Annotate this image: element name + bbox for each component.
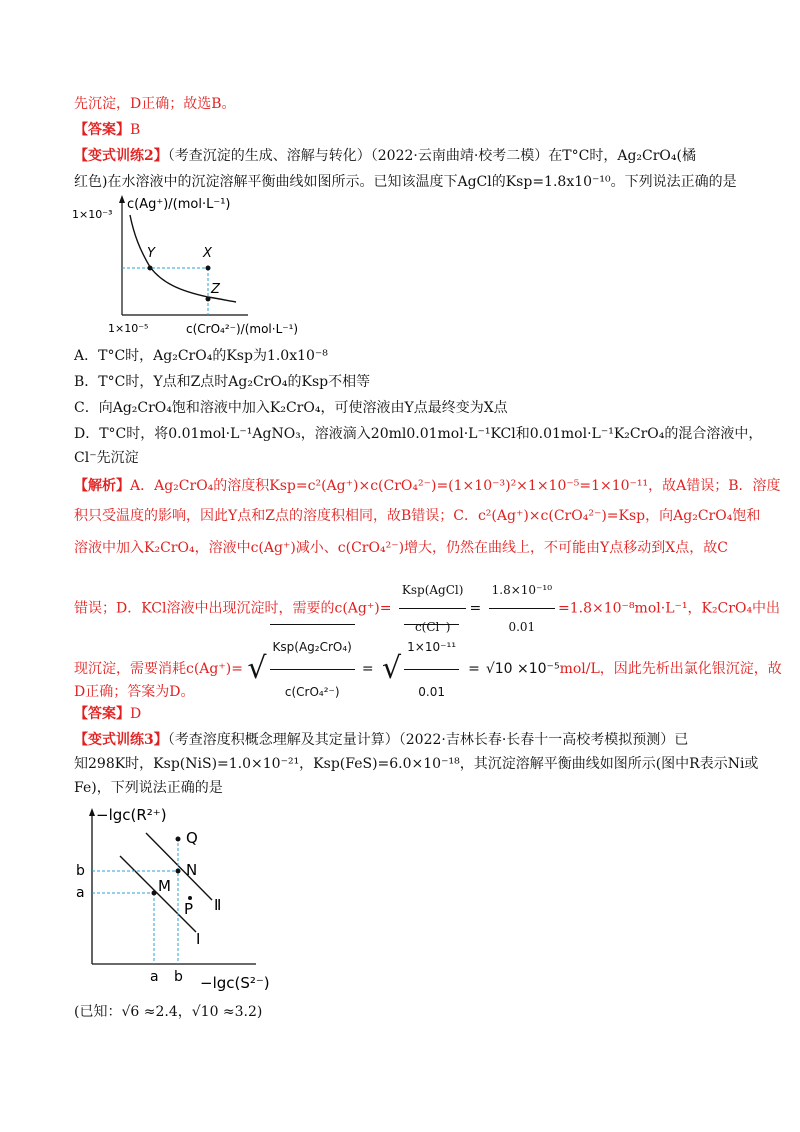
answer-value: D [130,706,142,722]
solubility-curve [130,215,236,302]
q2-text1: （考查沉淀的生成、溶解与转化）（2022·云南曲靖·校考二模）在T°C时，Ag₂CrO₄(橘 [167,148,696,164]
q3-text1: （考查溶度积概念理解及其定量计算）（2022·吉林长春·长春十一高校考模拟预测）已 [167,732,689,748]
q2-line2: 红色)在水溶液中的沉淀溶解平衡曲线如图所示。已知该温度下AgCl的Ksp=1.8x10⁻¹⁰。下列说法正确的是 [74,174,737,190]
q3-line3: Fe)，下列说法正确的是 [74,780,223,796]
answer-tag: 【答案】 [74,122,130,138]
point-y [148,266,153,271]
point-m [152,891,157,896]
analysis-text5: 现沉淀，需要消耗c(Ag⁺)= [74,661,243,677]
q3-line1 [74,730,688,750]
fraction-num: Ksp(AgCl) [399,572,467,609]
q3-tag: 【变式训练3】 [74,732,168,748]
fraction-den: 0.01 [418,685,445,699]
answer-tag: 【答案】 [74,706,130,722]
option-c: C．向Ag₂CrO₄饱和溶液中加入K₂CrO₄，可使溶液由Y点最终变为X点 [74,400,508,416]
fraction-den: c(Cl⁻) [414,620,451,634]
y-axis-label: c(Ag⁺)/(mol·L⁻¹) [127,197,231,212]
line-ii [146,833,212,900]
equals-sign: = [469,600,482,617]
point-n [176,869,181,874]
label-p: P [184,900,194,918]
fraction-num: 1.8×10⁻¹⁰ [489,572,555,609]
equals-sign: = [361,661,374,677]
y-tick: 1×10⁻³ [72,208,113,221]
analysis-line6: D正确；答案为D。 [74,684,195,700]
fraction-num: Ksp(Ag₂CrO₄) [270,625,355,670]
y-arrow [89,808,95,816]
sqrt-values [382,624,462,714]
option-a: A．T°C时，Ag₂CrO₄的Ksp为1.0x10⁻⁸ [74,348,328,364]
point-x [206,266,211,271]
x-tick: 1×10⁻⁵ [108,322,149,335]
q2-line1 [74,146,696,166]
fraction-num: 1×10⁻¹¹ [404,625,459,670]
option-d-line2: Cl⁻先沉淀 [74,450,139,466]
label-y: Y [147,246,155,261]
point-z [206,297,211,302]
analysis-line1 [74,476,781,496]
analysis-text4: 错误；D．KCl溶液中出现沉淀时，需要的c(Ag⁺)= [74,600,392,617]
analysis-tag: 【解析】 [74,478,130,494]
y-tick-b: b [76,863,85,879]
fraction-den: c(CrO₄²⁻) [284,685,340,699]
y-axis-label: −lgc(R²⁺) [96,806,167,824]
analysis-line3: 溶液中加入K₂CrO₄，溶液中c(Ag⁺)减小、c(CrO₄²⁻)增大，仍然在曲线上，不可能由Y点移动到X点，故C [74,540,728,556]
x-tick-b: b [174,969,183,985]
answer-value: B [130,122,141,138]
q3-line2: 知298K时，Ksp(NiS)=1.0×10⁻²¹，Ksp(FeS)=6.0×10⁻¹⁸，其沉淀溶解平衡曲线如图所示(图中R表示Ni或 [74,756,759,772]
analysis-text1: A．Ag₂CrO₄的溶度积Ksp=c²(Ag⁺)×c(CrO₄²⁻)=(1×10⁻³)²×1×10⁻⁵=1×10⁻¹¹，故A错误；B．溶度 [130,478,781,494]
option-d-line1: D．T°C时，将0.01mol·L⁻¹AgNO₃，溶液滴入20ml0.01mol·L⁻¹KCl和0.01mol·L⁻¹K₂CrO₄的混合溶液中， [74,426,763,442]
label-z: Z [211,282,220,297]
x-axis-label: c(CrO₄²⁻)/(mol·L⁻¹) [186,322,299,336]
label-q: Q [186,829,198,847]
y-tick-a: a [76,885,85,901]
equals-sign: = [468,661,480,677]
q2-tag: 【变式训练2】 [74,148,168,164]
answer-2 [74,704,141,724]
label-m: M [158,877,171,895]
analysis-tail4: =1.8×10⁻⁸mol·L⁻¹，K₂CrO₄中出 [558,600,781,617]
graph-ag2cro4 [70,195,350,345]
radical-sign: √ [382,651,402,686]
x-tick-a: a [150,969,159,985]
analysis-line2: 积只受温度的影响，因此Y点和Z点的溶度积相同，故B错误；C．c²(Ag⁺)×c(CrO₄²⁻)=Ksp，向Ag₂CrO₄饱和 [74,508,761,524]
graph-sulfide [70,798,300,998]
label-line-i: I [196,930,201,948]
known-values: (已知：√6 ≈2.4，√10 ≈3.2) [74,1004,263,1020]
prev-conclusion: 先沉淀，D正确；故选B。 [74,96,236,112]
x-axis-label: −lgc(S²⁻) [200,974,270,992]
label-x: X [203,246,212,261]
label-n: N [186,861,198,879]
answer-1 [74,120,140,140]
analysis-tail5: mol/L，因此先析出氯化银沉淀，故 [559,661,782,677]
result-value: √10 ×10⁻⁵ [485,661,560,677]
fraction-den: 0.01 [508,620,536,634]
point-q [176,837,181,842]
y-arrow [119,195,125,203]
label-line-ii: Ⅱ [214,896,222,914]
sqrt-ksp-ag2cro4 [247,624,357,714]
radical-sign: √ [247,651,267,686]
option-b: B．T°C时，Y点和Z点时Ag₂CrO₄的Ksp不相等 [74,374,371,390]
